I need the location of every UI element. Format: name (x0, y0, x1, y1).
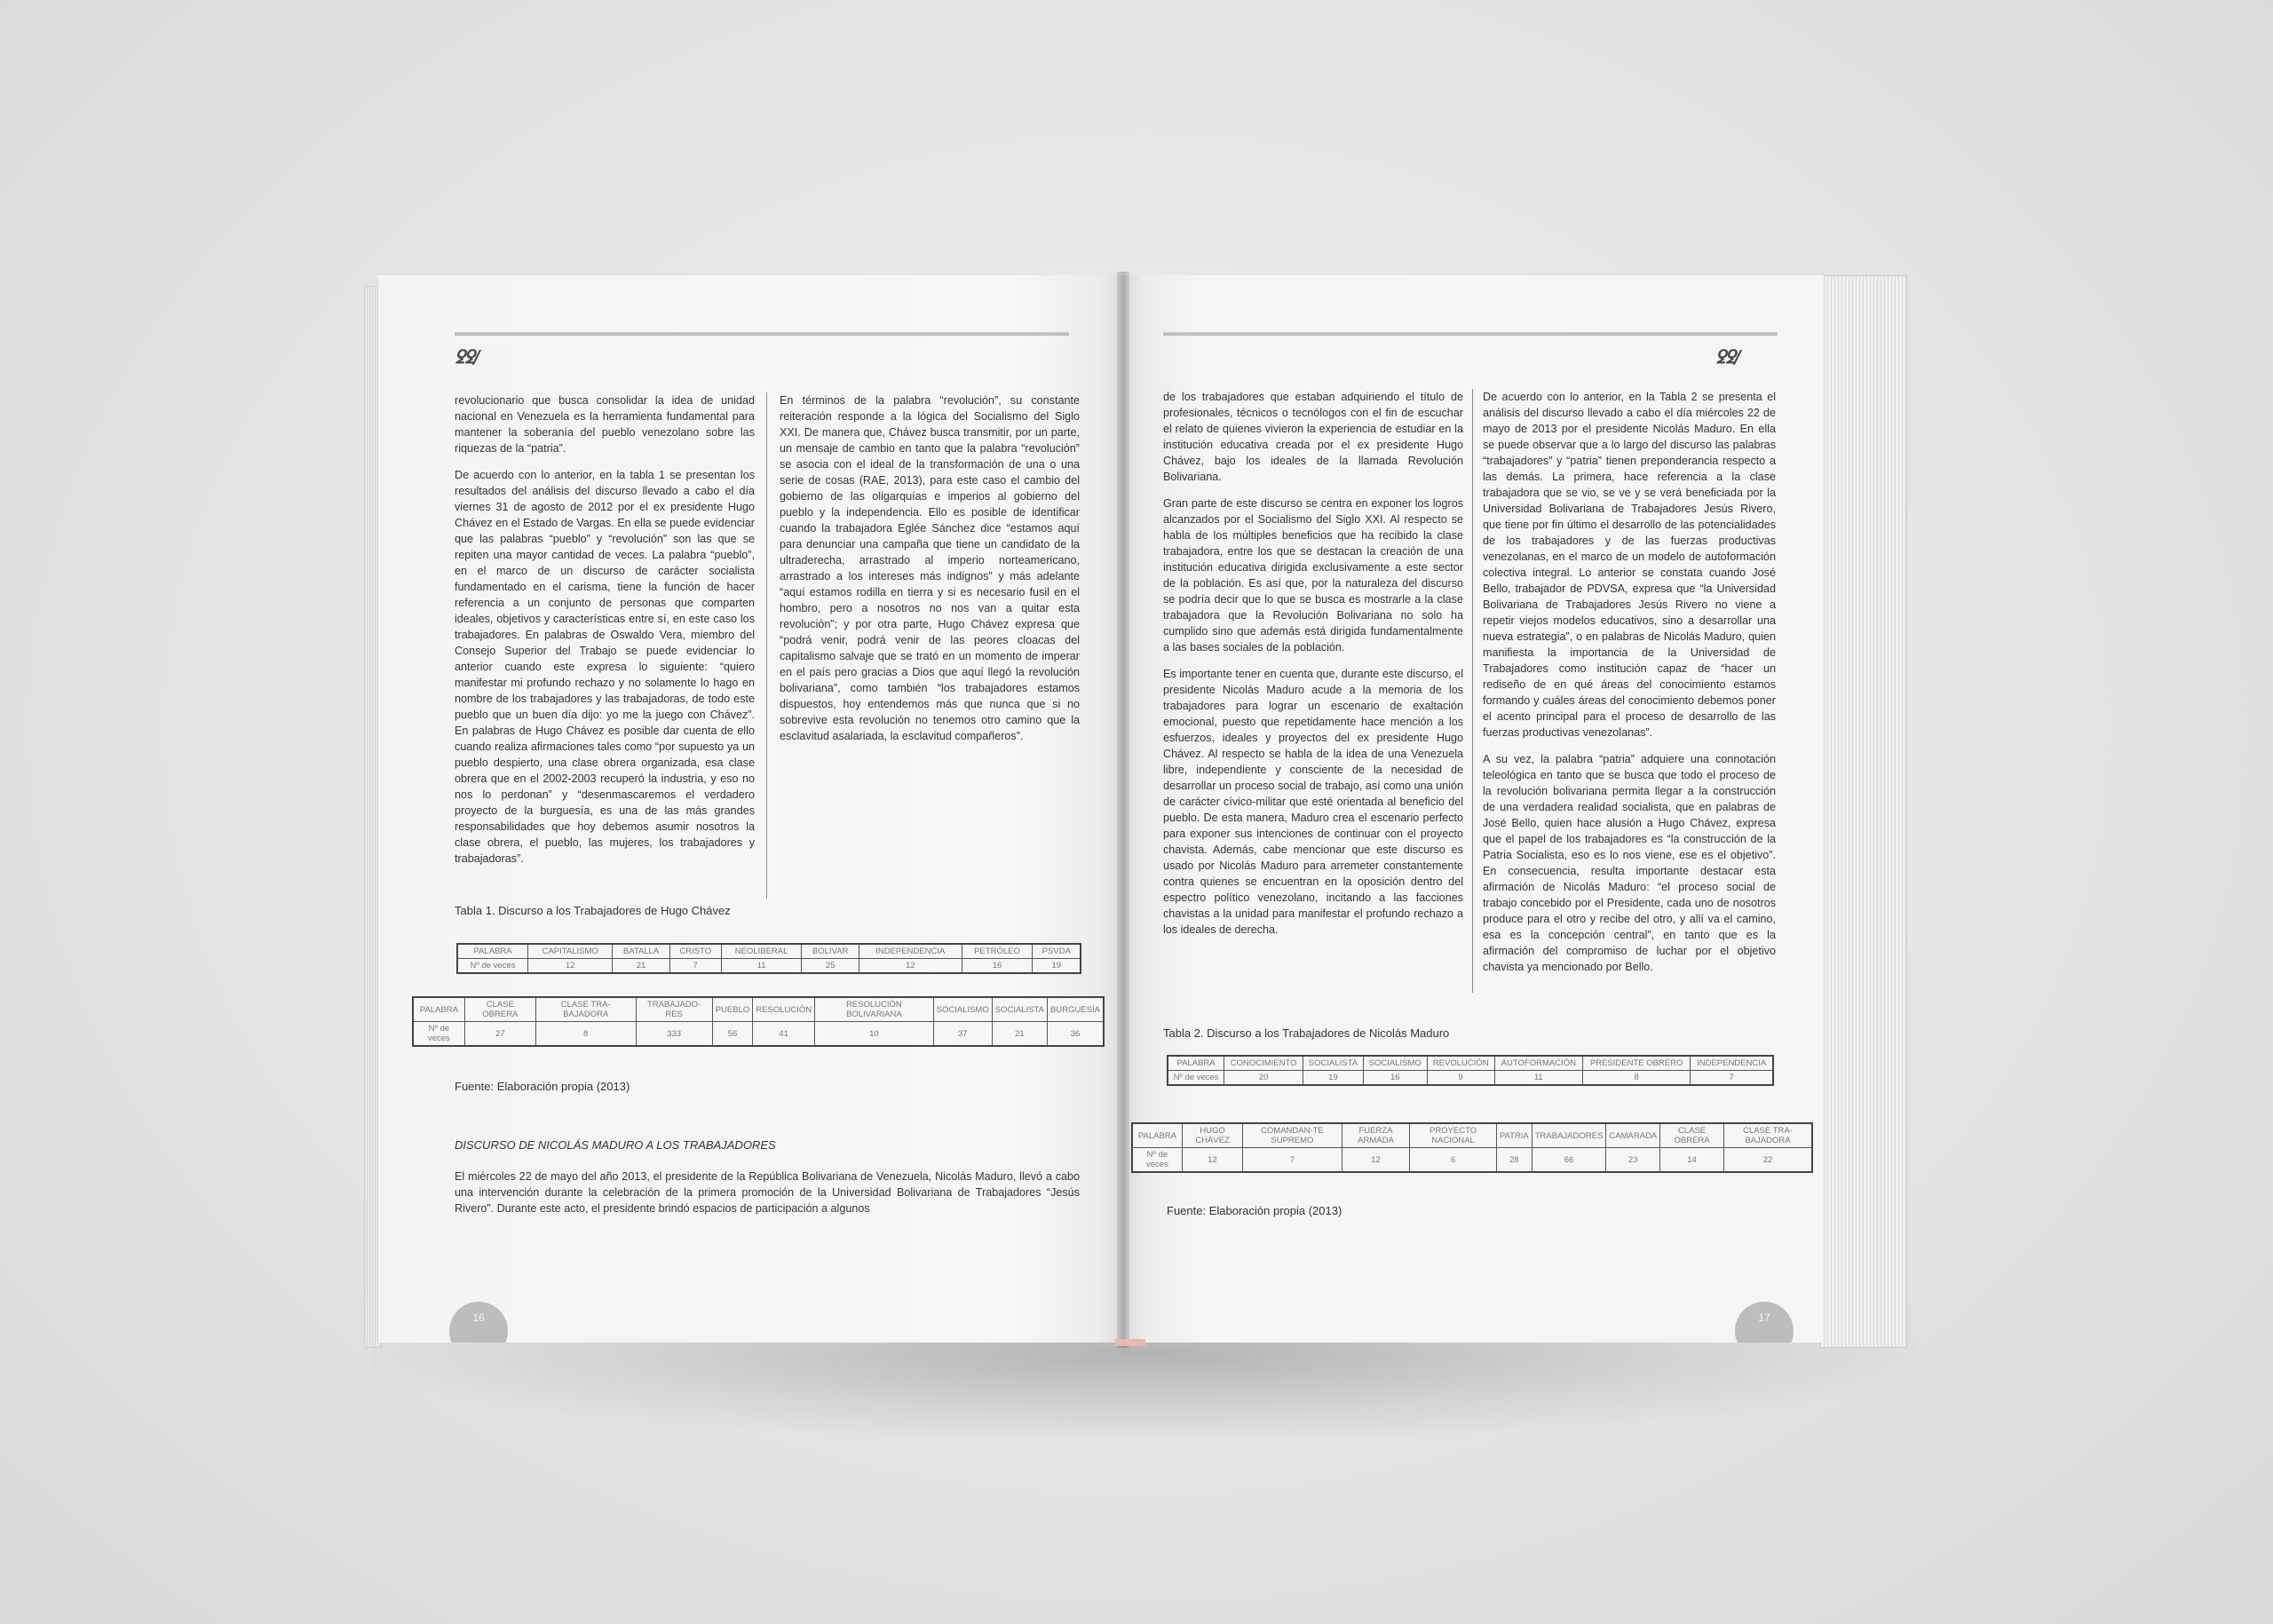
table-cell: 12 (859, 959, 962, 974)
table-cell: BURGUESÍA (1048, 997, 1105, 1022)
publisher-logo-right: ꝿꝿ/ (1715, 346, 1740, 368)
table-cell: 11 (1494, 1071, 1582, 1086)
table-cell: CAPITALISMO (528, 944, 613, 959)
left-column-1 (455, 392, 755, 877)
table-cell: 12 (1342, 1148, 1410, 1173)
table-1b (412, 996, 1105, 1047)
section-text: El miércoles 22 de mayo del año 2013, el presidente de la República Bolivariana de Venezuela, Nicolás Maduro, llevó a cabo una intervención durante la celebración de la primera promoción de la Universidad Bolivariana de Trabajadores “Jesús Rivero”. Durante este acto, el presidente brindó espacios de participación a algunos (455, 1170, 1080, 1215)
table-cell: 22 (1723, 1148, 1812, 1173)
table-cell: 23 (1606, 1148, 1660, 1173)
table-cell: 19 (1033, 959, 1081, 974)
table-cell: 10 (815, 1022, 934, 1047)
paragraph: En términos de la palabra “revolución”, su constante reiteración responde a la lógica del Socialismo del Siglo XXI. De manera que, Chávez busca transmitir, por un parte, un mensaje de cambio en tanto que la palabra “revolución” se asocia con el ideal de la transformación de una o una serie de cosas (RAE, 2013), para este caso el cambio del gobierno de las oligarquías e imperios al gobierno del pueblo y la independencia. Ello es posible de identificar cuando la trabajadora Eglée Sánchez dice “estamos aquí para denunciar una campaña que tiene un candidato de la ultraderecha, arrastrado al imperio norteamericano, arrastrado a los intereses más indignos” y más adelante “aquí estamos rodilla en tierra y si es necesario fusil en el hombro, pero a nosotros no nos van a quitar esta revolución”; y por otra parte, Hugo Chávez expresa que “podrá venir, podrá venir de las peores cloacas del capitalismo salvaje que se trató en un momento de imperar en el país pero gracias a Dios que aquí llegó la revolución bolivariana”, como también “los trabajadores estamos dispuestos, hoy entendemos más que nunca que si no sobrevive esta revolución no tenemos otro camino que la esclavitud asalariada, la esclavitud compañeros”. (780, 394, 1080, 742)
table-header-row (1132, 1123, 1812, 1148)
table-cell: RESOLUCIÓN BOLIVARIANA (815, 997, 934, 1022)
section-title: DISCURSO DE NICOLÁS MADURO A LOS TRABAJADORES (455, 1138, 776, 1152)
book-shadow (373, 1332, 1918, 1438)
table-cell: 25 (802, 959, 859, 974)
table-cell: BATALLA (613, 944, 669, 959)
table-row (1168, 1071, 1773, 1086)
table-cell: CLASE OBRERA (1660, 1123, 1724, 1148)
table-cell: 14 (1660, 1148, 1724, 1173)
paragraph: de los trabajadores que estaban adquiriendo el título de profesionales, técnicos o tecnólogos con el fin de escuchar el relato de quienes vivieron la experiencia de estudiar en la institución educativa creada por el ex presidente Hugo Chávez, bajo los ideales de la llamada Revolución Bolivariana. (1163, 391, 1463, 483)
table-cell: CONOCIMIENTO (1224, 1056, 1303, 1071)
column-divider (766, 392, 767, 899)
table-cell: FUERZA ARMADA (1342, 1123, 1410, 1148)
table-2a (1167, 1055, 1774, 1086)
table-cell: 12 (1182, 1148, 1242, 1173)
table-cell: 16 (1363, 1071, 1427, 1086)
table-cell: 56 (712, 1022, 753, 1047)
table-header-row (1168, 1056, 1773, 1071)
left-page (378, 275, 1129, 1343)
left-column-2 (780, 392, 1080, 755)
table-cell: SOCIALISMO (933, 997, 992, 1022)
table-cell: 41 (753, 1022, 815, 1047)
table-row (457, 959, 1081, 974)
table-cell: 28 (1496, 1148, 1532, 1173)
table-2-source: Fuente: Elaboración propia (2013) (1167, 1204, 1342, 1217)
table-cell: PRESIDENTE OBRERO (1582, 1056, 1690, 1071)
table-cell: Nº de veces (1132, 1148, 1182, 1173)
right-column-1 (1163, 389, 1463, 948)
table-cell: PROYECTO NACIONAL (1410, 1123, 1497, 1148)
table-cell: 12 (528, 959, 613, 974)
table-cell: 8 (1582, 1071, 1690, 1086)
table-cell: SOCIALISMO (1363, 1056, 1427, 1071)
table-cell: 7 (669, 959, 721, 974)
table-cell: INDEPENDENCIA (859, 944, 962, 959)
table-cell: PSVDA (1033, 944, 1081, 959)
page-number-left: 16 (449, 1302, 508, 1343)
table-cell: 11 (721, 959, 802, 974)
paragraph: Gran parte de este discurso se centra en exponer los logros alcanzados por el Socialismo del Siglo XXI. Al respecto se habla de los múltiples beneficios que ha recibido la clase trabajadora, entre los que se destacan la creación de una institución educativa dirigida exclusivamente a este sector de la población. Es así que, por la naturaleza del discurso se podría decir que lo que se busca es mostrarle a la clase trabajadora que la Revolución Bolivariana no solo ha cumplido sino que además está dirigida fundamentalmente a las bases sociales de la población. (1163, 497, 1463, 654)
table-cell: 7 (1691, 1071, 1773, 1086)
table-cell: 37 (933, 1022, 992, 1047)
table-cell: Nº de veces (413, 1022, 464, 1047)
table-cell: 20 (1224, 1071, 1303, 1086)
table-cell: 21 (992, 1022, 1047, 1047)
table-cell: TRABAJADORES (1532, 1123, 1606, 1148)
table-cell: PALABRA (1168, 1056, 1224, 1071)
table-1a (456, 943, 1081, 974)
publisher-logo-left: ꝿꝿ/ (455, 346, 479, 368)
table-cell: 333 (636, 1022, 712, 1047)
table-cell: INDEPENDENCIA (1691, 1056, 1773, 1071)
open-book (364, 272, 1907, 1348)
table-cell: AUTOFORMACIÓN (1494, 1056, 1582, 1071)
table-cell: 19 (1303, 1071, 1364, 1086)
table-cell: Nº de veces (1168, 1071, 1224, 1086)
table-cell: 16 (962, 959, 1033, 974)
table-cell: 6 (1410, 1148, 1497, 1173)
table-cell: 36 (1048, 1022, 1105, 1047)
paragraph: A su vez, la palabra “patria” adquiere una connotación teleológica en tanto que se busca que todo el proceso de la revolución bolivariana permita llegar a la construcción de una verdadera realidad socialista, que en palabras de José Bello, quien hace alusión a Hugo Chávez, expresa que el papel de los trabajadores es “la construcción de la Patria Socialista, eso es lo nos viene, ese es el objetivo”. En consecuencia, resulta importante destacar esta afirmación de Nicolás Maduro: “el proceso social de trabajo concebido por el Presidente, cada uno de nosotros produce para el otro y recibe del otro, y allí va el camino, esa es la concepción central”, en tanto que es la afirmación del compromiso de luchar por el objetivo chavista ya mencionado por Bello. (1483, 753, 1776, 973)
right-page-stack (1820, 275, 1907, 1348)
column-divider (1472, 389, 1473, 993)
table-1-caption: Tabla 1. Discurso a los Trabajadores de Hugo Chávez (455, 904, 731, 917)
table-cell: TRABAJADO-RES (636, 997, 712, 1022)
table-2b (1131, 1122, 1813, 1173)
table-cell: PUEBLO (712, 997, 753, 1022)
table-cell: CRISTO (669, 944, 721, 959)
book-spine (1117, 272, 1129, 1348)
table-cell: 9 (1427, 1071, 1494, 1086)
table-2-caption: Tabla 2. Discurso a los Trabajadores de Nicolás Maduro (1163, 1026, 1450, 1040)
table-cell: HUGO CHÁVEZ (1182, 1123, 1242, 1148)
header-rule-left (455, 332, 1069, 336)
table-row (413, 1022, 1104, 1047)
table-cell: NEOLIBERAL (721, 944, 802, 959)
right-page (1122, 275, 1824, 1343)
table-header-row (413, 997, 1104, 1022)
table-cell: CAMARADA (1606, 1123, 1660, 1148)
table-cell: SOCIALISTA (1303, 1056, 1364, 1071)
paragraph: revolucionario que busca consolidar la idea de unidad nacional en Venezuela es la herramienta fundamental para mantener la soberanía del pueblo venezolano sobre las riquezas de la “patria”. (455, 394, 755, 455)
table-cell: 8 (535, 1022, 636, 1047)
table-cell: REVOLUCIÓN (1427, 1056, 1494, 1071)
table-cell: 66 (1532, 1148, 1606, 1173)
table-cell: PETRÓLEO (962, 944, 1033, 959)
table-cell: 7 (1243, 1148, 1342, 1173)
paragraph: Es importante tener en cuenta que, durante este discurso, el presidente Nicolás Maduro acude a la memoria de los trabajadores para lograr un escenario de exaltación emocional, puesto que repetidamente hace mención a los esfuerzos, ideales y proyectos del ex presidente Hugo Chávez. Al respecto se habla de la idea de una Venezuela libre, independiente y consciente de la necesidad de desarrollar un proceso social de trabajo, así como una unión de carácter cívico-militar que esté orientada al beneficio del pueblo. De esta manera, Maduro crea el escenario perfecto para exponer sus intenciones de continuar con el proyecto chavista. Además, cabe mencionar que este discurso es usado por Nicolás Maduro para arremeter constantemente contra quienes se encuentran en la oposición dentro del espectro político venezolano, incitando a las facciones chavistas a la unidad para manifestar el profundo rechazo a los ideales de derecha. (1163, 668, 1463, 936)
table-header-row (457, 944, 1081, 959)
table-cell: PALABRA (457, 944, 528, 959)
table-row (1132, 1148, 1812, 1173)
bookmark-ribbon (1115, 1339, 1145, 1346)
table-cell: 27 (464, 1022, 535, 1047)
table-cell: SOCIALISTA (992, 997, 1047, 1022)
table-cell: COMANDAN-TE SUPREMO (1243, 1123, 1342, 1148)
table-cell: PALABRA (413, 997, 464, 1022)
table-cell: Nº de veces (457, 959, 528, 974)
paragraph: De acuerdo con lo anterior, en la Tabla 2 se presenta el análisis del discurso llevado a cabo el día miércoles 22 de mayo de 2013 por el presidente Nicolás Maduro. En ella se puede observar que a lo largo del discurso las palabras “trabajadores” y “patria” tienen preponderancia respecto a las demás. La primera, hace referencia a la clase trabajadora que se vio, se ve y se verá beneficiada por la Universidad Bolivariana de Trabajadores Jesús Rivero, que tiene por fin último el desarrollo de las potencialidades de los trabajadores y de las fuerzas productivas venezolanas, en el marco de un modelo de autoformación colectiva integral. Lo anterior se constata cuando José Bello, trabajador de PDVSA, expresa que “la Universidad Bolivariana de Trabajadores Jesús Rivero no viene a repetir viejos modelos educativos, sino a desarrollar una nueva estrategia”, o en palabras de Nicolás Maduro, quien manifiesta la importancia de la Universidad de Trabajadores como institución capaz de “hacer un rediseño de en qué áreas del conocimiento estamos formando y cuáles áreas del conocimiento debemos poner el acento principal para el proceso de desarrollo de las fuerzas productivas venezolanas”. (1483, 391, 1776, 739)
page-number-right: 17 (1735, 1302, 1794, 1343)
paragraph: De acuerdo con lo anterior, en la tabla 1 se presentan los resultados del análisis del discurso llevado a cabo el día viernes 31 de agosto de 2012 por el ex presidente Hugo Chávez en el Estado de Vargas. En ella se puede evidenciar que las palabras “pueblo” y “revolución” son las que se repiten una mayor cantidad de veces. La palabra “pueblo”, en el marco de un discurso de carácter socialista fundamentado en el carisma, tiene la función de hacer referencia a un conjunto de personas que comparten ideales, objetivos y características entre sí, en este caso los trabajadores. En palabras de Oswaldo Vera, miembro del Consejo Superior del Trabajo se puede evidenciar lo anterior cuando este expresa lo siguiente: “quiero manifestar mi profundo rechazo y no solamente lo hago en nombre de los trabajadores y las trabajadoras, de todo este pueblo que un buen día dijo: yo me la juego con Chávez”. En palabras de Hugo Chávez es posible dar cuenta de ello cuando realiza afirmaciones tales como “por supuesto ya un pueblo despierto, una clase obrera organizada, esa clase obrera que en el 2002-2003 recuperó la industria, y eso no nos lo perdonan” y “desenmascaremos el verdadero proyecto de la burguesía, es una de las más grandes responsabilidades que hoy debemos asumir nosotros la clase obrera, el pueblo, las mujeres, los trabajadores y trabajadoras”. (455, 469, 755, 865)
table-cell: CLASE OBRERA (464, 997, 535, 1022)
table-cell: 21 (613, 959, 669, 974)
table-cell: CLASE TRA-BAJADORA (535, 997, 636, 1022)
table-cell: PALABRA (1132, 1123, 1182, 1148)
header-rule-right (1163, 332, 1778, 336)
table-cell: BOLIVAR (802, 944, 859, 959)
table-cell: CLASE TRA-BAJADORA (1723, 1123, 1812, 1148)
table-cell: RESOLUCIÓN (753, 997, 815, 1022)
right-column-2 (1483, 389, 1776, 986)
table-1-source: Fuente: Elaboración propia (2013) (455, 1080, 630, 1093)
table-cell: PATRIA (1496, 1123, 1532, 1148)
